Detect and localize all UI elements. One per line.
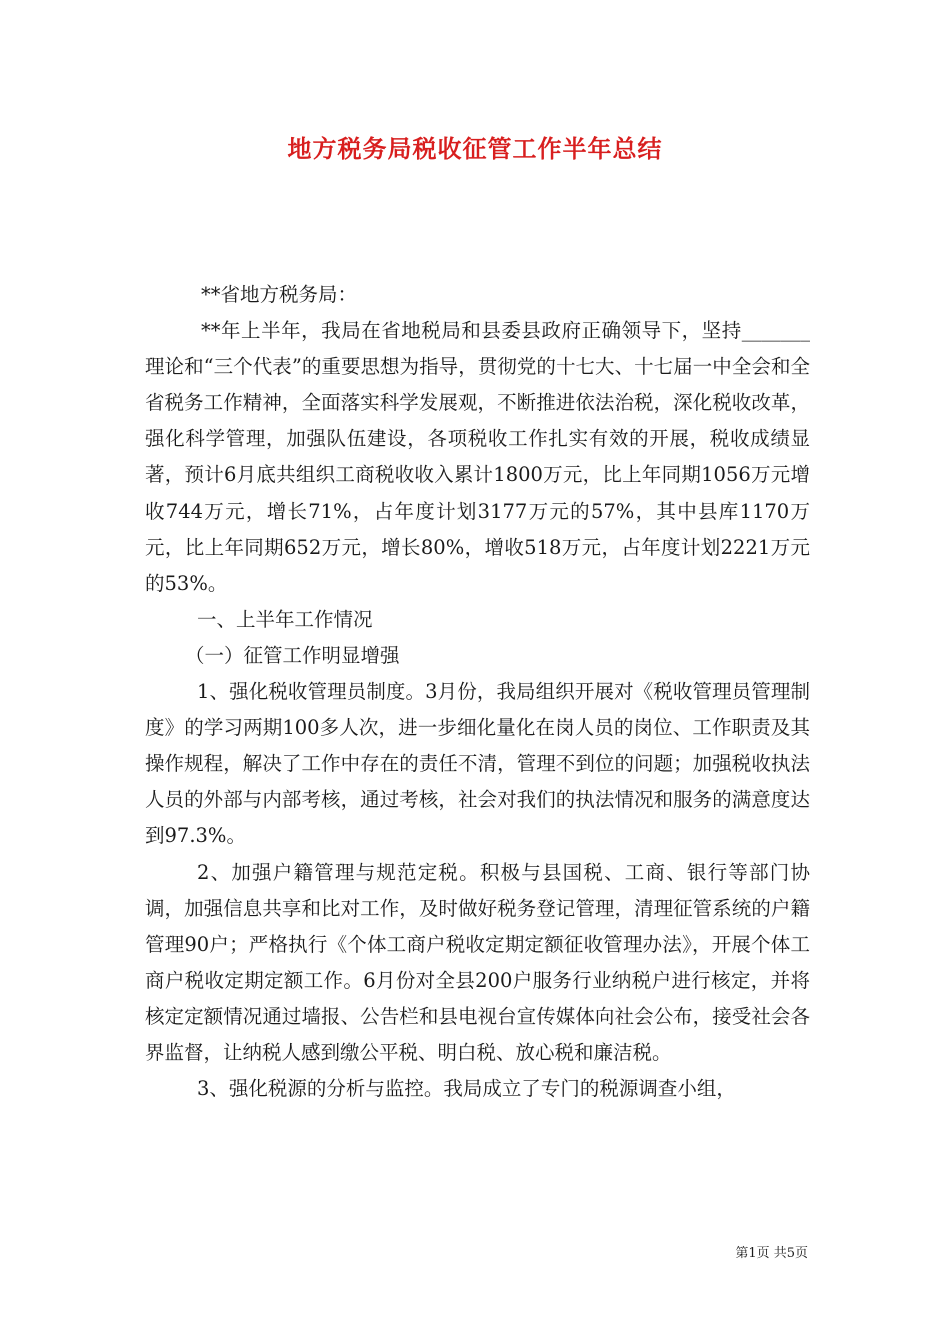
paragraph-item-2: 2、加强户籍管理与规范定税。积极与县国税、工商、银行等部门协调，加强信息共享和比对工作，及时做好税务登记管理，清理征管系统的户籍管理90户；严格执行《个体工商户税收定期定额征收管理办法》，开展个体工商户税收定期定额工作。6月份对全县200户服务行业纳税户进行核定，并将核定定额情况通过墙报、公告栏和县电视台宣传媒体向社会公布，接受社会各界监督，让纳税人感到缴公平税、明白税、放心税和廉洁税。: [145, 860, 810, 1064]
section-heading-1: 一、上半年工作情况: [197, 607, 373, 631]
paragraph-intro: **年上半年，我局在省地税局和县委县政府正确领导下，坚持_______理论和“三个代表”的重要思想为指导，贯彻党的十七大、十七届一中全会和全省税务工作精神，全面落实科学发展观，不断推进依法治税，深化税收改革，强化科学管理，加强队伍建设，各项税收工作扎实有效的开展，税收成绩显著，预计6月底共组织工商税收收入累计1800万元，比上年同期1056万元增收744万元，增长71%，占年度计划3177万元的57%，其中县库1170万元，比上年同期652万元，增长80%，增收518万元，占年度计划2221万元的53%。: [145, 319, 810, 595]
page-number: 第1页 共5页: [735, 1246, 808, 1261]
paragraph-item-1: 1、强化税收管理员制度。3月份，我局组织开展对《税收管理员管理制度》的学习两期100多人次，进一步细化量化在岗人员的岗位、工作职责及其操作规程，解决了工作中存在的责任不清，管理不到位的问题；加强税收执法人员的外部与内部考核，通过考核，社会对我们的执法情况和服务的满意度达到97.3%。: [145, 680, 810, 848]
subsection-heading-1: （一）征管工作明显增强: [185, 643, 400, 667]
salutation: **省地方税务局：: [201, 283, 358, 306]
paragraph-item-3: 3、强化税源的分析与监控。我局成立了专门的税源调查小组，: [197, 1077, 736, 1101]
document-body: [145, 277, 810, 1107]
document-title: 地方税务局税收征管工作半年总结: [287, 134, 663, 163]
